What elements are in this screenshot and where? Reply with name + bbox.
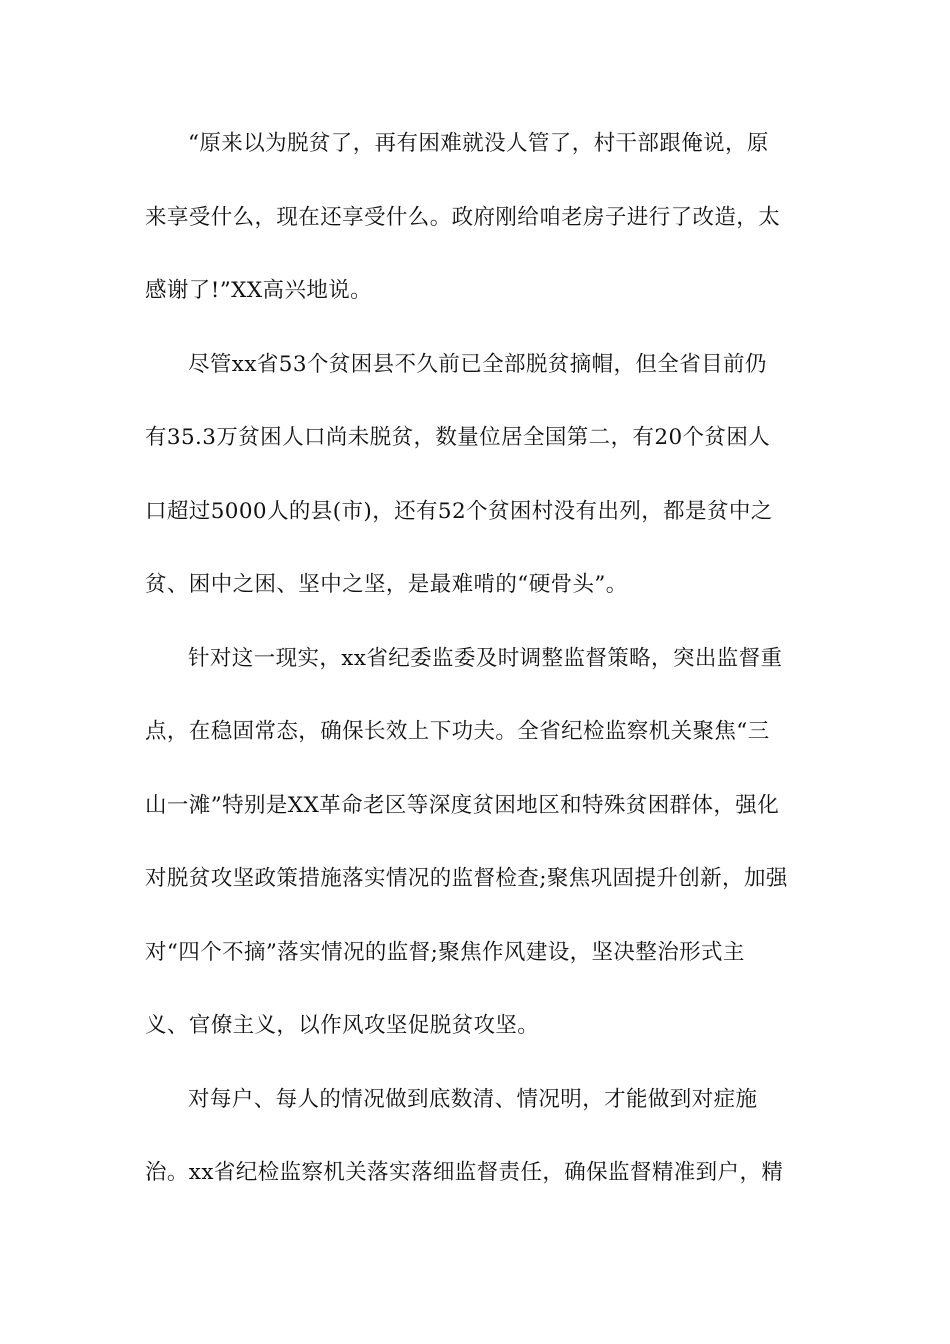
text-line: 义、官僚主义，以作风攻坚促脱贫攻坚。	[145, 1013, 540, 1038]
text-line: 口超过5000人的县(市)，还有52个贫困村没有出列，都是贫中之	[145, 498, 773, 524]
paragraph-precise-supervision	[145, 1080, 805, 1227]
text-line: 治。xx省纪检监察机关落实落细监督责任，确保监督精准到户，精	[145, 1160, 784, 1185]
text-line: 来享受什么，现在还享受什么。政府刚给咱老房子进行了改造，太	[145, 204, 781, 230]
document-body	[145, 124, 805, 1227]
text-line: 对“四个不摘”落实情况的监督;聚焦作风建设，坚决整治形式主	[145, 939, 745, 965]
text-line: 感谢了!”XX高兴地说。	[145, 278, 373, 303]
text-line: 对每户、每人的情况做到底数清、情况明，才能做到对症施	[188, 1086, 758, 1112]
text-line: 针对这一现实，xx省纪委监委及时调整监督策略，突出监督重	[188, 645, 783, 671]
paragraph-supervision-strategy	[145, 639, 805, 1080]
paragraph-poverty-status	[145, 345, 805, 639]
text-line: 对脱贫攻坚政策措施落实情况的监督检查;聚焦巩固提升创新，加强	[145, 866, 788, 891]
text-line: 点，在稳固常态，确保长效上下功夫。全省纪检监察机关聚焦“三	[145, 719, 770, 744]
text-line: 有35.3万贫困人口尚未脱贫，数量位居全国第二，有20个贫困人	[145, 425, 771, 450]
text-line: 尽管xx省53个贫困县不久前已全部脱贫摘帽，但全省目前仍	[188, 351, 767, 377]
text-line: “原来以为脱贫了，再有困难就没人管了，村干部跟俺说，原	[188, 131, 769, 156]
text-line: 山一滩”特别是XX革命老区等深度贫困地区和特殊贫困群体，强化	[145, 792, 780, 818]
text-line: 贫、困中之困、坚中之坚，是最难啃的“硬骨头”。	[145, 572, 628, 597]
paragraph-quote	[145, 124, 805, 345]
